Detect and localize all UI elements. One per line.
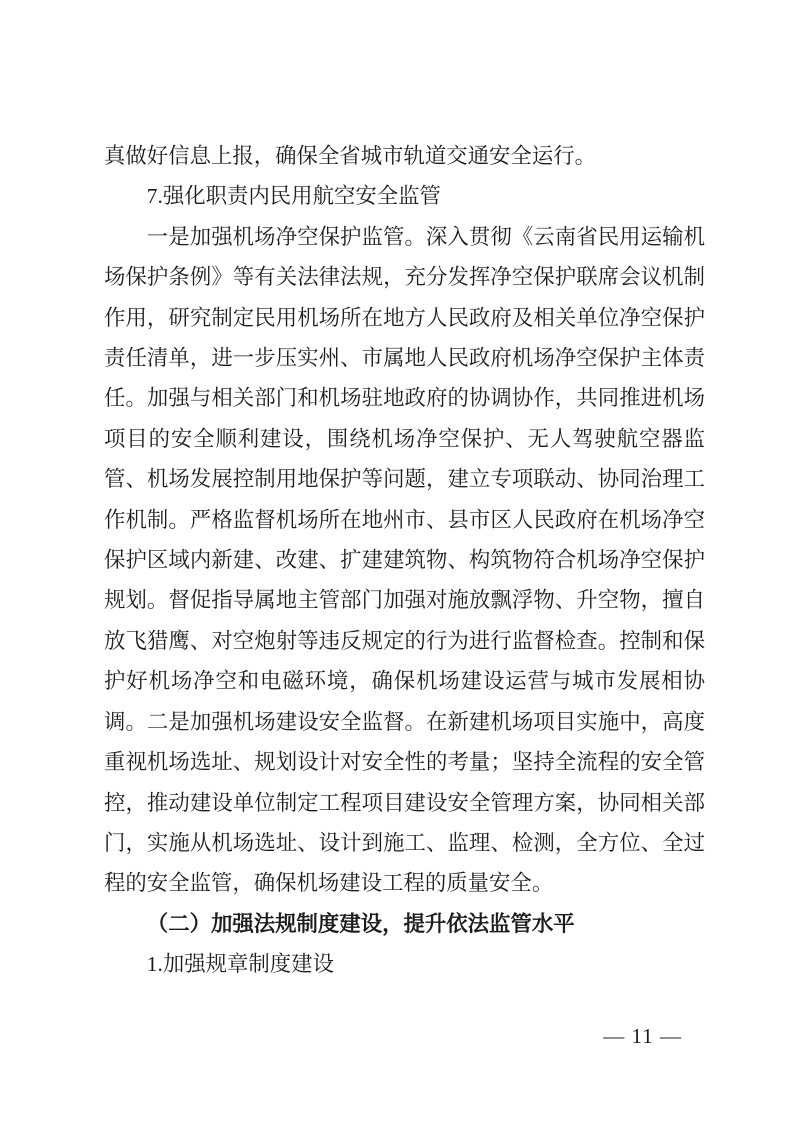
document-body <box>104 136 705 985</box>
paragraph: 1.加强规章制度建设 <box>146 952 334 977</box>
paragraph: 一是加强机场净空保护监管。深入贯彻《云南省民用运输机场保护条例》等有关法律法规，充分发挥净空保护联席会议机制作用，研究制定民用机场所在地方人民政府及相关单位净空保护责任清单，进一步压实州、市属地人民政府机场净空保护主体责任。加强与相关部门和机场驻地政府的协调协作，共同推进机场项目的安全顺利建设，围绕机场净空保护、无人驾驶航空器监管、机场发展控制用地保护等问题，建立专项联动、协同治理工作机制。严格监督机场所在地州市、县市区人民政府在机场净空保护区域内新建、改建、扩建建筑物、构筑物符合机场净空保护规划。督促指导属地主管部门加强对施放飘浮物、升空物，擅自放飞猎鹰、对空炮射等违反规定的行为进行监督检查。控制和保护好机场净空和电磁环境，确保机场建设运营与城市发展相协调。二是加强机场建设安全监督。在新建机场项目实施中，高度重视机场选址、规划设计对安全性的考量；坚持全流程的安全管控，推动建设单位制定工程项目建设安全管理方案，协同相关部门，实施从机场选址、设计到施工、监理、检测，全方位、全过程的安全监管，确保机场建设工程的质量安全。 <box>104 224 705 896</box>
page-number: — 11 — <box>603 1024 682 1048</box>
paragraph: 7.强化职责内民用航空安全监管 <box>146 184 441 209</box>
section-heading: （二）加强法规制度建设，提升依法监管水平 <box>146 911 575 936</box>
paragraph: 真做好信息上报，确保全省城市轨道交通安全运行。 <box>104 144 596 168</box>
